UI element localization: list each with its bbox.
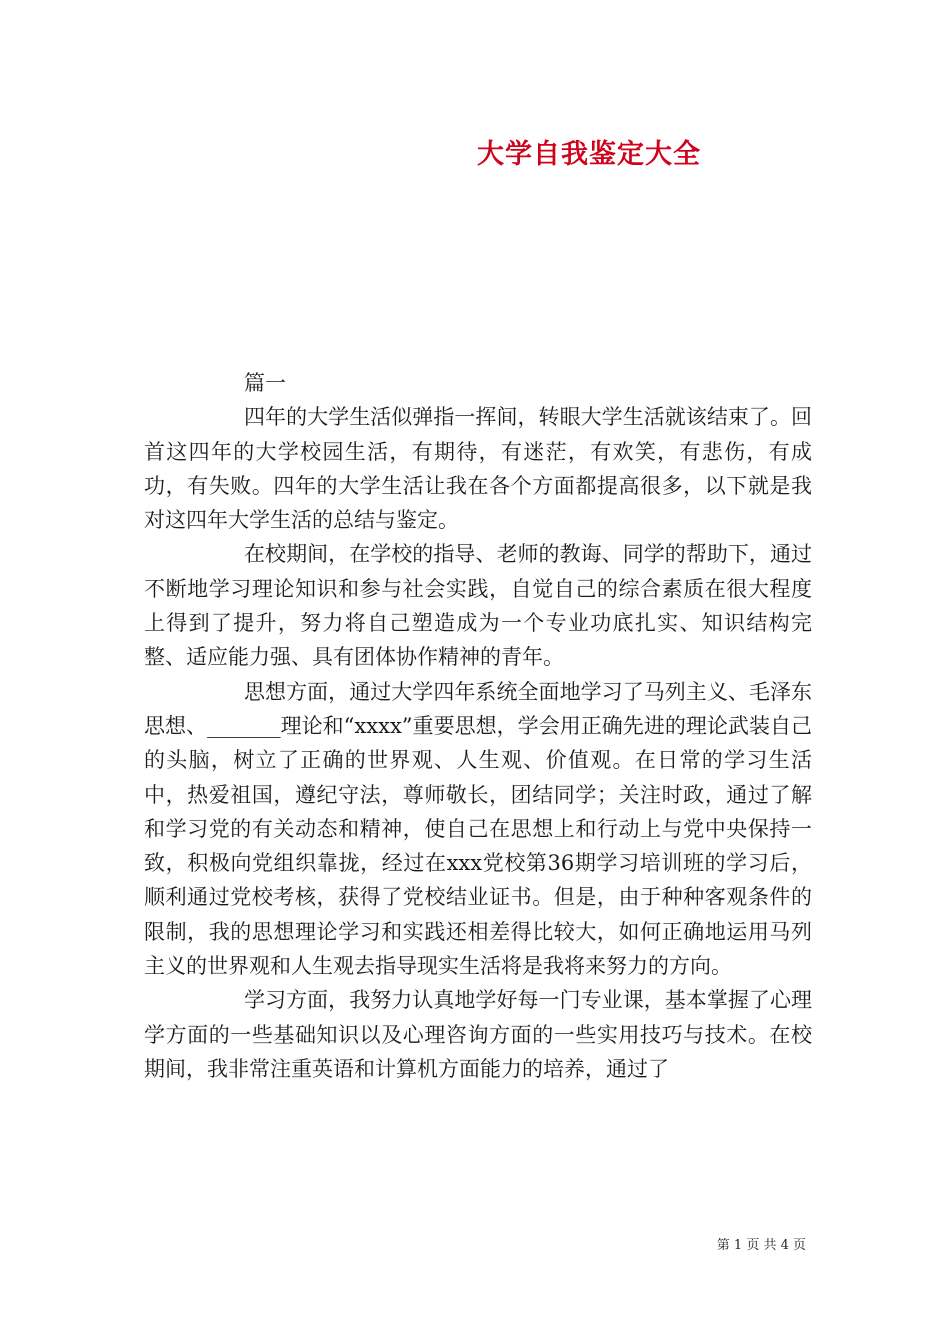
document-title: 大学自我鉴定大全 bbox=[477, 139, 701, 170]
paragraph-2: 在校期间，在学校的指导、老师的教诲、同学的帮助下，通过不断地学习理论知识和参与社会实践，自觉自己的综合素质在很大程度上得到了提升，努力将自己塑造成为一个专业功底扎实、知识结构完整、适应能力强、具有团体协作精神的青年。 bbox=[144, 542, 812, 670]
section-label: 篇一 bbox=[244, 371, 286, 395]
paragraph-1: 四年的大学生活似弹指一挥间，转眼大学生活就该结束了。回首这四年的大学校园生活，有期待，有迷茫，有欢笑，有悲伤，有成功，有失败。四年的大学生活让我在各个方面都提高很多，以下就是我对这四年大学生活的总结与鉴定。 bbox=[144, 405, 812, 533]
page-footer: 第 1 页 共 4 页 bbox=[716, 1238, 806, 1253]
document-body bbox=[144, 366, 812, 1086]
paragraph-3: 思想方面，通过大学四年系统全面地学习了马列主义、毛泽东思想、_______理论和“xxxx”重要思想，学会用正确先进的理论武装自己的头脑，树立了正确的世界观、人生观、价值观。在日常的学习生活中，热爱祖国，遵纪守法，尊师敬长，团结同学；关注时政，通过了解和学习党的有关动态和精神，使自己在思想上和行动上与党中央保持一致，积极向党组织靠拢，经过在xxx党校第36期学习培训班的学习后，顺利通过党校考核，获得了党校结业证书。但是，由于种种客观条件的限制，我的思想理论学习和实践还相差得比较大，如何正确地运用马列主义的世界观和人生观去指导现实生活将是我将来努力的方向。 bbox=[144, 679, 812, 979]
paragraph-4: 学习方面，我努力认真地学好每一门专业课，基本掌握了心理学方面的一些基础知识以及心理咨询方面的一些实用技巧与技术。在校期间，我非常注重英语和计算机方面能力的培养，通过了 bbox=[144, 988, 812, 1081]
